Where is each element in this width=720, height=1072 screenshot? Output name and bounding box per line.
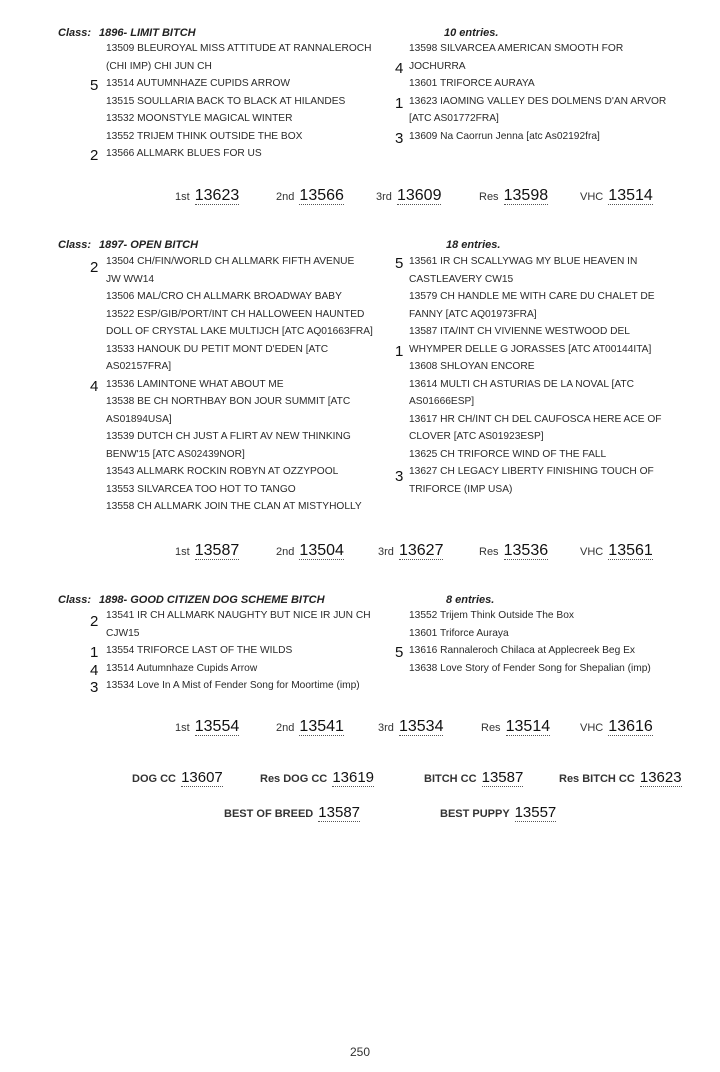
placing-mark: 3 (90, 679, 99, 696)
entry-line: 13509 BLEUROYAL MISS ATTITUDE AT RANNALEROCH (106, 43, 372, 54)
result-first: 1st 13554 (175, 718, 240, 735)
entry-line: 2 13566 ALLMARK BLUES FOR US (90, 147, 262, 164)
placing-mark: 1 (395, 94, 404, 112)
class-label: Class: (58, 27, 92, 39)
entry-line: CASTLEAVERY CW15 (409, 273, 514, 285)
entry-line: DOLL OF CRYSTAL LAKE MULTIJCH [ATC AQ01663FRA] (106, 326, 373, 337)
entry-line: (CHI IMP) CHI JUN CH (106, 60, 212, 72)
entry-line: 2 13504 CH/FIN/WORLD CH ALLMARK FIFTH AVENUE (90, 256, 355, 276)
result-vhc: VHC 13514 (580, 187, 653, 204)
entry-line: 13553 SILVARCEA TOO HOT TO TANGO (106, 483, 296, 495)
result-reserve: Res 13536 (479, 542, 549, 559)
placing-mark: 1 (90, 644, 99, 661)
placing-mark: 2 (90, 147, 99, 164)
entry-line: 5 13616 Rannaleroch Chilaca at Applecreek Beg Ex (395, 644, 635, 661)
placing-mark: 3 (395, 129, 404, 147)
entry-line: 4 JOCHURRA (395, 59, 466, 77)
entry-line: 13608 SHLOYAN ENCORE (409, 361, 535, 372)
entry-line: 5 13561 IR CH SCALLYWAG MY BLUE HEAVEN IN (395, 255, 638, 272)
entries-right-column (395, 253, 709, 498)
result-third: 3rd 13627 (378, 542, 444, 559)
award-dog-cc: DOG CC 13607 (132, 769, 223, 786)
entry-line: 2 13541 IR CH ALLMARK NAUGHTY BUT NICE IR JUN CH (90, 610, 371, 630)
entry-line: 13552 Trijem Think Outside The Box (409, 610, 574, 621)
entries-left-column (90, 253, 406, 516)
placing-mark: 4 (90, 661, 99, 679)
entry-line: 3 13627 CH LEGACY LIBERTY FINISHING TOUCH OF (395, 466, 654, 485)
award-res-bitch-cc: Res BITCH CC 13623 (559, 769, 682, 786)
class-heading (58, 27, 196, 39)
class-label: Class: (58, 594, 92, 606)
entry-line: AS01894USA] (106, 413, 172, 425)
class-label: Class: (58, 239, 92, 251)
entry-line: 1 WHYMPER DELLE G JORASSES [ATC AT00144ITA] (395, 342, 652, 360)
entries-left-column (90, 607, 406, 696)
entry-line: 13532 MOONSTYLE MAGICAL WINTER (106, 113, 293, 124)
entry-line: 4 13536 LAMINTONE WHAT ABOUT ME (90, 377, 284, 395)
entries-right-column (395, 607, 709, 677)
result-second: 2nd 13504 (276, 542, 344, 559)
result-vhc: VHC 13561 (580, 542, 653, 559)
entry-line: 13617 HR CH/INT CH DEL CAUFOSCA HERE ACE OF (409, 413, 662, 425)
placing-mark: 3 (395, 468, 404, 485)
results-row (0, 536, 720, 560)
result-third: 3rd 13534 (378, 718, 444, 735)
entry-line: [ATC AS01772FRA] (409, 113, 499, 124)
result-third: 3rd 13609 (376, 187, 442, 204)
entry-line: 13598 SILVARCEA AMERICAN SMOOTH FOR (409, 43, 624, 54)
award-res-dog-cc: Res DOG CC 13619 (260, 769, 375, 786)
page-number: 250 (349, 1045, 371, 1059)
entry-line: 13533 HANOUK DU PETIT MONT D'EDEN [ATC (106, 343, 329, 355)
entry-line: 5 13514 AUTUMNHAZE CUPIDS ARROW (90, 77, 290, 94)
result-reserve: Res 13598 (479, 187, 549, 204)
class-heading (58, 239, 198, 251)
results-row (0, 181, 720, 205)
result-first: 1st 13623 (175, 187, 240, 204)
placing-mark: 2 (90, 613, 99, 630)
entry-line: 13558 CH ALLMARK JOIN THE CLAN AT MISTYHOLLY (106, 501, 362, 512)
entry-line: 3 13609 Na Caorrun Jenna [atc As02192fra] (395, 129, 600, 147)
result-second: 2nd 13541 (276, 718, 344, 735)
class-title: 1898- GOOD CITIZEN DOG SCHEME BITCH (99, 594, 325, 606)
class-title: 1896- LIMIT BITCH (99, 27, 196, 39)
award-bitch-cc: BITCH CC 13587 (424, 769, 524, 786)
entry-line: 4 13514 Autumnhaze Cupids Arrow (90, 661, 258, 679)
entry-line: 13543 ALLMARK ROCKIN ROBYN AT OZZYPOOL (106, 466, 339, 477)
class-heading (58, 594, 325, 606)
entry-line: CJW15 (106, 627, 140, 639)
awards-row-best (0, 795, 720, 821)
class-title: 1897- OPEN BITCH (99, 239, 199, 251)
placing-mark: 5 (395, 255, 404, 272)
result-first: 1st 13587 (175, 542, 240, 559)
entry-line: 13614 MULTI CH ASTURIAS DE LA NOVAL [ATC (409, 378, 634, 390)
entry-line: 13587 ITA/INT CH VIVIENNE WESTWOOD DEL (409, 326, 630, 337)
entry-line: 1 13554 TRIFORCE LAST OF THE WILDS (90, 644, 293, 661)
award-best-puppy: BEST PUPPY 13557 (440, 804, 557, 821)
entry-line: CLOVER [ATC AS01923ESP] (409, 431, 544, 442)
entry-line: AS01666ESP] (409, 396, 475, 407)
placing-mark: 5 (90, 77, 99, 94)
entry-line: 13579 CH HANDLE ME WITH CARE DU CHALET DE (409, 291, 655, 302)
entries-count: 10 entries. (444, 27, 499, 39)
entry-line: 13522 ESP/GIB/PORT/INT CH HALLOWEEN HAUNTED (106, 308, 365, 320)
entry-line: 3 13534 Love In A Mist of Fender Song for Moortime (imp) (90, 679, 360, 696)
award-best-of-breed: BEST OF BREED 13587 (224, 804, 361, 821)
result-vhc: VHC 13616 (580, 718, 653, 735)
result-reserve: Res 13514 (481, 718, 551, 735)
entry-line: 1 13623 IAOMING VALLEY DES DOLMENS D'AN ARVOR (395, 94, 667, 112)
entry-line: 13538 BE CH NORTHBAY BON JOUR SUMMIT [ATC (106, 396, 351, 407)
entry-line: 13625 CH TRIFORCE WIND OF THE FALL (409, 448, 607, 460)
entry-line: 13601 TRIFORCE AURAYA (409, 78, 535, 89)
placing-mark: 1 (395, 342, 404, 360)
entry-line: 13506 MAL/CRO CH ALLMARK BROADWAY BABY (106, 291, 342, 302)
placing-mark: 5 (395, 644, 404, 661)
result-second: 2nd 13566 (276, 187, 344, 204)
entry-line: AS02157FRA] (106, 361, 172, 372)
placing-mark: 4 (395, 59, 404, 77)
entry-line: 13601 Triforce Auraya (409, 627, 509, 639)
entry-line: 13552 TRIJEM THINK OUTSIDE THE BOX (106, 130, 303, 142)
entry-line: BENW'15 [ATC AS02439NOR] (106, 448, 245, 460)
entry-line: FANNY [ATC AQ01973FRA] (409, 308, 537, 320)
entry-line: 13515 SOULLARIA BACK TO BLACK AT HILANDES (106, 95, 346, 107)
placing-mark: 4 (90, 377, 99, 395)
entries-left-column (90, 40, 406, 164)
placing-mark: 2 (90, 259, 99, 276)
entries-right-column (395, 40, 709, 147)
entry-line: 13539 DUTCH CH JUST A FLIRT AV NEW THINKING (106, 431, 351, 442)
awards-row-cc (0, 760, 720, 786)
results-row (0, 712, 720, 736)
entries-count: 8 entries. (446, 594, 495, 606)
entry-line: JW WW14 (106, 273, 155, 285)
entry-line: 13638 Love Story of Fender Song for Shepalian (imp) (409, 662, 651, 674)
entries-count: 18 entries. (446, 239, 501, 251)
entry-line: TRIFORCE (IMP USA) (409, 483, 513, 495)
